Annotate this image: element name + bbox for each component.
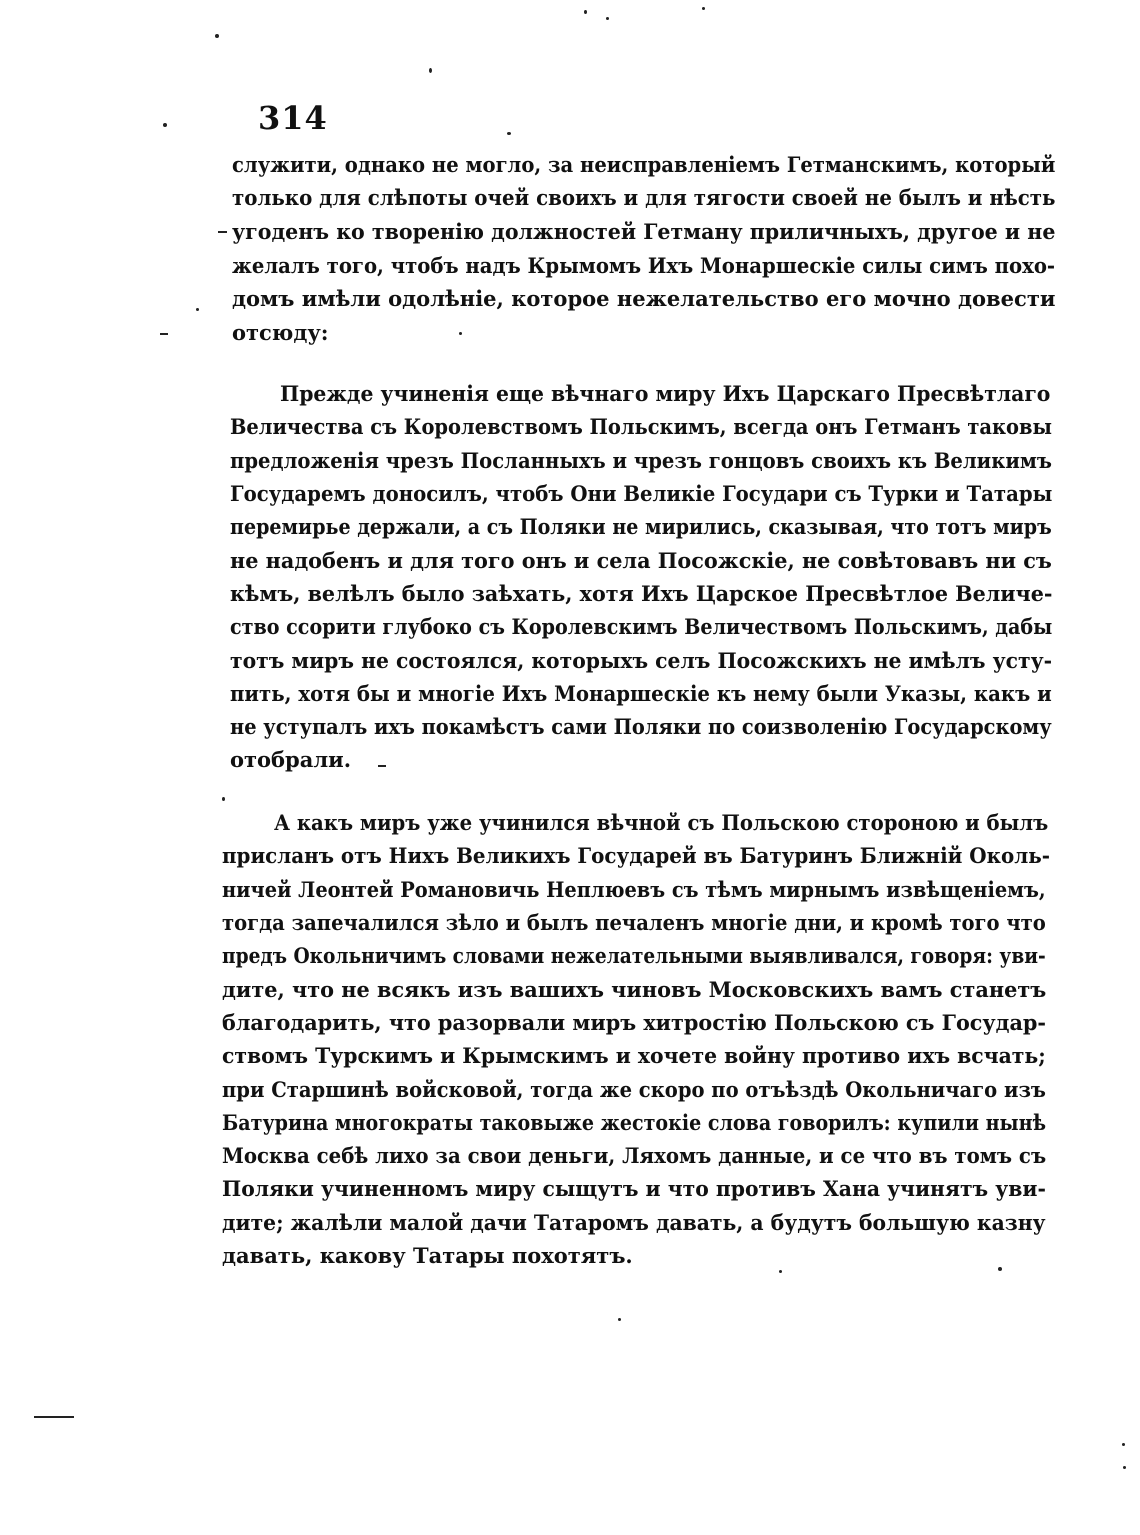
page-number: 314	[258, 99, 328, 137]
scan-speck	[1122, 1443, 1125, 1446]
scan-speck	[429, 68, 432, 73]
scan-speck	[196, 308, 199, 311]
text-line: отсюду:	[232, 320, 329, 345]
text-line: ничей Леонтей Романовичь Неплюевъ съ тѣмъ мирнымъ извѣщеніемъ,	[222, 877, 1046, 902]
text-line: ствомъ Турскимъ и Крымскимъ и хочете войну противо ихъ всчать;	[222, 1043, 1046, 1068]
text-line: благодарить, что разорвали миръ хитростію Польскою съ Государ-	[222, 1010, 1047, 1035]
scan-dash	[34, 1416, 74, 1418]
scan-speck	[459, 332, 462, 335]
text-line: тогда запечалился зѣло и былъ печаленъ многіе дни, и кромѣ того что	[222, 910, 1046, 935]
text-line: Батурина многократы таковыже жестокіе слова говорилъ: купили нынѣ	[222, 1110, 1047, 1135]
text-line: не уступалъ ихъ покамѣстъ сами Поляки по соизволенію Государскому	[230, 714, 1052, 739]
scan-speck	[507, 132, 511, 135]
text-line: тотъ миръ не состоялся, которыхъ селъ Посожскихъ не имѣлъ усту-	[230, 648, 1053, 673]
scan-dash	[160, 333, 168, 335]
text-line: не надобенъ и для того онъ и села Посожскіе, не совѣтовавъ ни съ	[230, 548, 1052, 573]
text-line: отобрали.	[230, 747, 352, 772]
text-line: Поляки учиненномъ миру сыщутъ и что противъ Хана учинятъ уви-	[222, 1176, 1046, 1201]
text-line: А какъ миръ уже учинился вѣчной съ Польскою стороною и былъ	[274, 810, 1049, 835]
text-line: при Старшинѣ войсковой, тогда же скоро по отъѣздѣ Окольничаго изъ	[222, 1077, 1046, 1102]
text-line: Государемъ доносилъ, чтобъ Они Великіе Государи съ Турки и Татары	[230, 481, 1053, 506]
text-line: кѣмъ, велѣлъ было заѣхать, хотя Ихъ Царское Пресвѣтлое Величе-	[230, 581, 1053, 606]
scan-speck	[222, 797, 225, 801]
text-line: присланъ отъ Нихъ Великихъ Государей въ Батуринъ Ближній Околь-	[222, 843, 1050, 868]
text-line: Величества съ Королевствомъ Польскимъ, всегда онъ Гетманъ таковы	[230, 414, 1053, 439]
text-line: давать, какову Татары похотятъ.	[222, 1243, 633, 1268]
text-line: дите, что не всякъ изъ вашихъ чиновъ Московскихъ вамъ станетъ	[222, 977, 1047, 1002]
scan-speck	[779, 1270, 782, 1273]
scan-speck	[163, 123, 167, 127]
text-line: ство ссорити глубоко съ Королевскимъ Величествомъ Польскимъ, дабы	[230, 614, 1053, 639]
text-line: пить, хотя бы и многіе Ихъ Монаршескіе къ нему были Указы, какъ и	[230, 681, 1052, 706]
text-line: домъ имѣли одолѣніе, которое нежелательство его мочно довести	[232, 286, 1056, 311]
scan-dash	[378, 765, 386, 767]
scan-dash	[218, 231, 227, 233]
scan-speck	[584, 10, 587, 14]
text-line: служити, однако не могло, за неисправленіемъ Гетманскимъ, который	[232, 152, 1056, 177]
text-line: только для слѣпоты очей своихъ и для тягости своей не былъ и нѣсть	[232, 185, 1056, 210]
text-line: желалъ того, чтобъ надъ Крымомъ Ихъ Монаршескіе силы симъ похо-	[232, 253, 1056, 278]
scan-speck	[998, 1267, 1002, 1271]
scan-speck	[1123, 1466, 1126, 1469]
scan-speck	[618, 1318, 621, 1321]
scan-speck	[702, 7, 705, 10]
scan-speck	[606, 17, 609, 20]
text-line: Москва себѣ лихо за свои деньги, Ляхомъ данные, и се что въ томъ съ	[222, 1143, 1047, 1168]
text-line: предъ Окольничимъ словами нежелательными выявливался, говоря: уви-	[222, 943, 1046, 968]
text-line: угоденъ ко творенію должностей Гетману приличныхъ, другое и не	[232, 219, 1056, 244]
text-line: дите; жалѣли малой дачи Татаромъ давать, а будутъ большую казну	[222, 1210, 1046, 1235]
text-line: перемирье держали, а съ Поляки не мирились, сказывая, что тотъ миръ	[230, 514, 1052, 539]
text-line: предложенія чрезъ Посланныхъ и чрезъ гонцовъ своихъ къ Великимъ	[230, 448, 1052, 473]
text-line: Прежде учиненія еще вѣчнаго миру Ихъ Царскаго Пресвѣтлаго	[280, 381, 1051, 406]
scan-speck	[215, 34, 219, 38]
